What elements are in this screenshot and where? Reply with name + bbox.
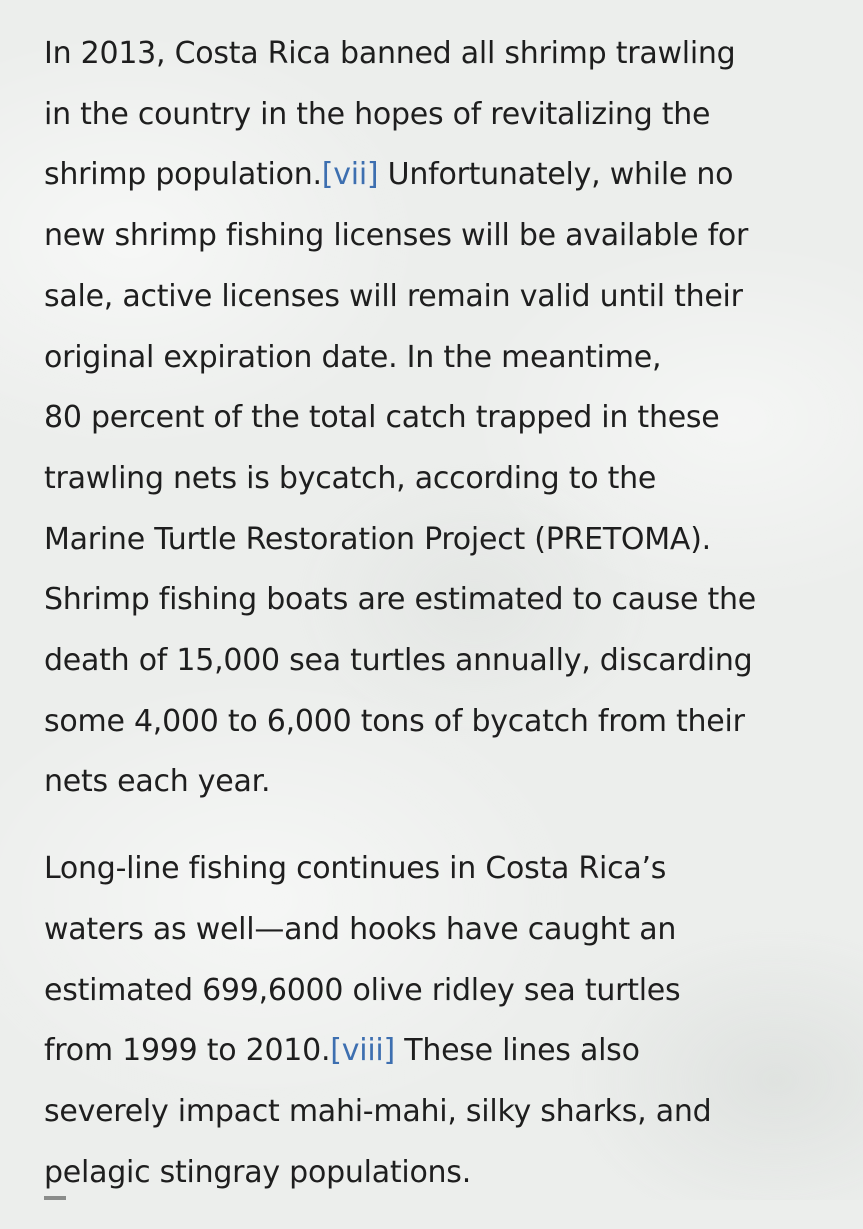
- text-line: severely impact mahi-mahi, silky sharks, and: [44, 1093, 712, 1129]
- text-line: [44, 1021, 844, 1082]
- text-line: waters as well—and hooks have caught an: [44, 911, 677, 947]
- paragraph-shrimp-trawling: [44, 24, 844, 813]
- text-line: [44, 145, 844, 206]
- text-line: original expiration date. In the meantime,: [44, 339, 662, 375]
- text-line: trawling nets is bycatch, according to the: [44, 460, 657, 496]
- text-line: In 2013, Costa Rica banned all shrimp trawling: [44, 36, 736, 71]
- text-line: some 4,000 to 6,000 tons of bycatch from their: [44, 703, 745, 739]
- paragraph-long-line-fishing: [44, 839, 844, 1203]
- text-segment: shrimp population.: [44, 157, 322, 193]
- text-line: Long-line fishing continues in Costa Rica’s: [44, 851, 667, 887]
- text-line: in the country in the hopes of revitalizing the: [44, 96, 711, 132]
- text-line: 80 percent of the total catch trapped in these: [44, 400, 720, 436]
- cropped-content-edge: [44, 1196, 66, 1200]
- footnote-link-viii[interactable]: [viii]: [330, 1033, 395, 1069]
- text-line: death of 15,000 sea turtles annually, discarding: [44, 643, 753, 679]
- text-line: pelagic stingray populations.: [44, 1154, 471, 1190]
- text-line: sale, active licenses will remain valid until their: [44, 278, 743, 314]
- text-line: Marine Turtle Restoration Project (PRETOMA).: [44, 521, 711, 557]
- text-line: nets each year.: [44, 764, 271, 800]
- footnote-link-vii[interactable]: [vii]: [321, 157, 379, 193]
- text-line: new shrimp fishing licenses will be available for: [44, 218, 749, 254]
- text-segment: These lines also: [394, 1033, 640, 1069]
- text-line: Shrimp fishing boats are estimated to cause the: [44, 582, 756, 618]
- text-segment: Unfortunately, while no: [378, 157, 734, 193]
- article-body: [44, 24, 844, 1229]
- text-segment: from 1999 to 2010.: [44, 1033, 331, 1069]
- text-line: estimated 699,6000 olive ridley sea turtles: [44, 972, 681, 1008]
